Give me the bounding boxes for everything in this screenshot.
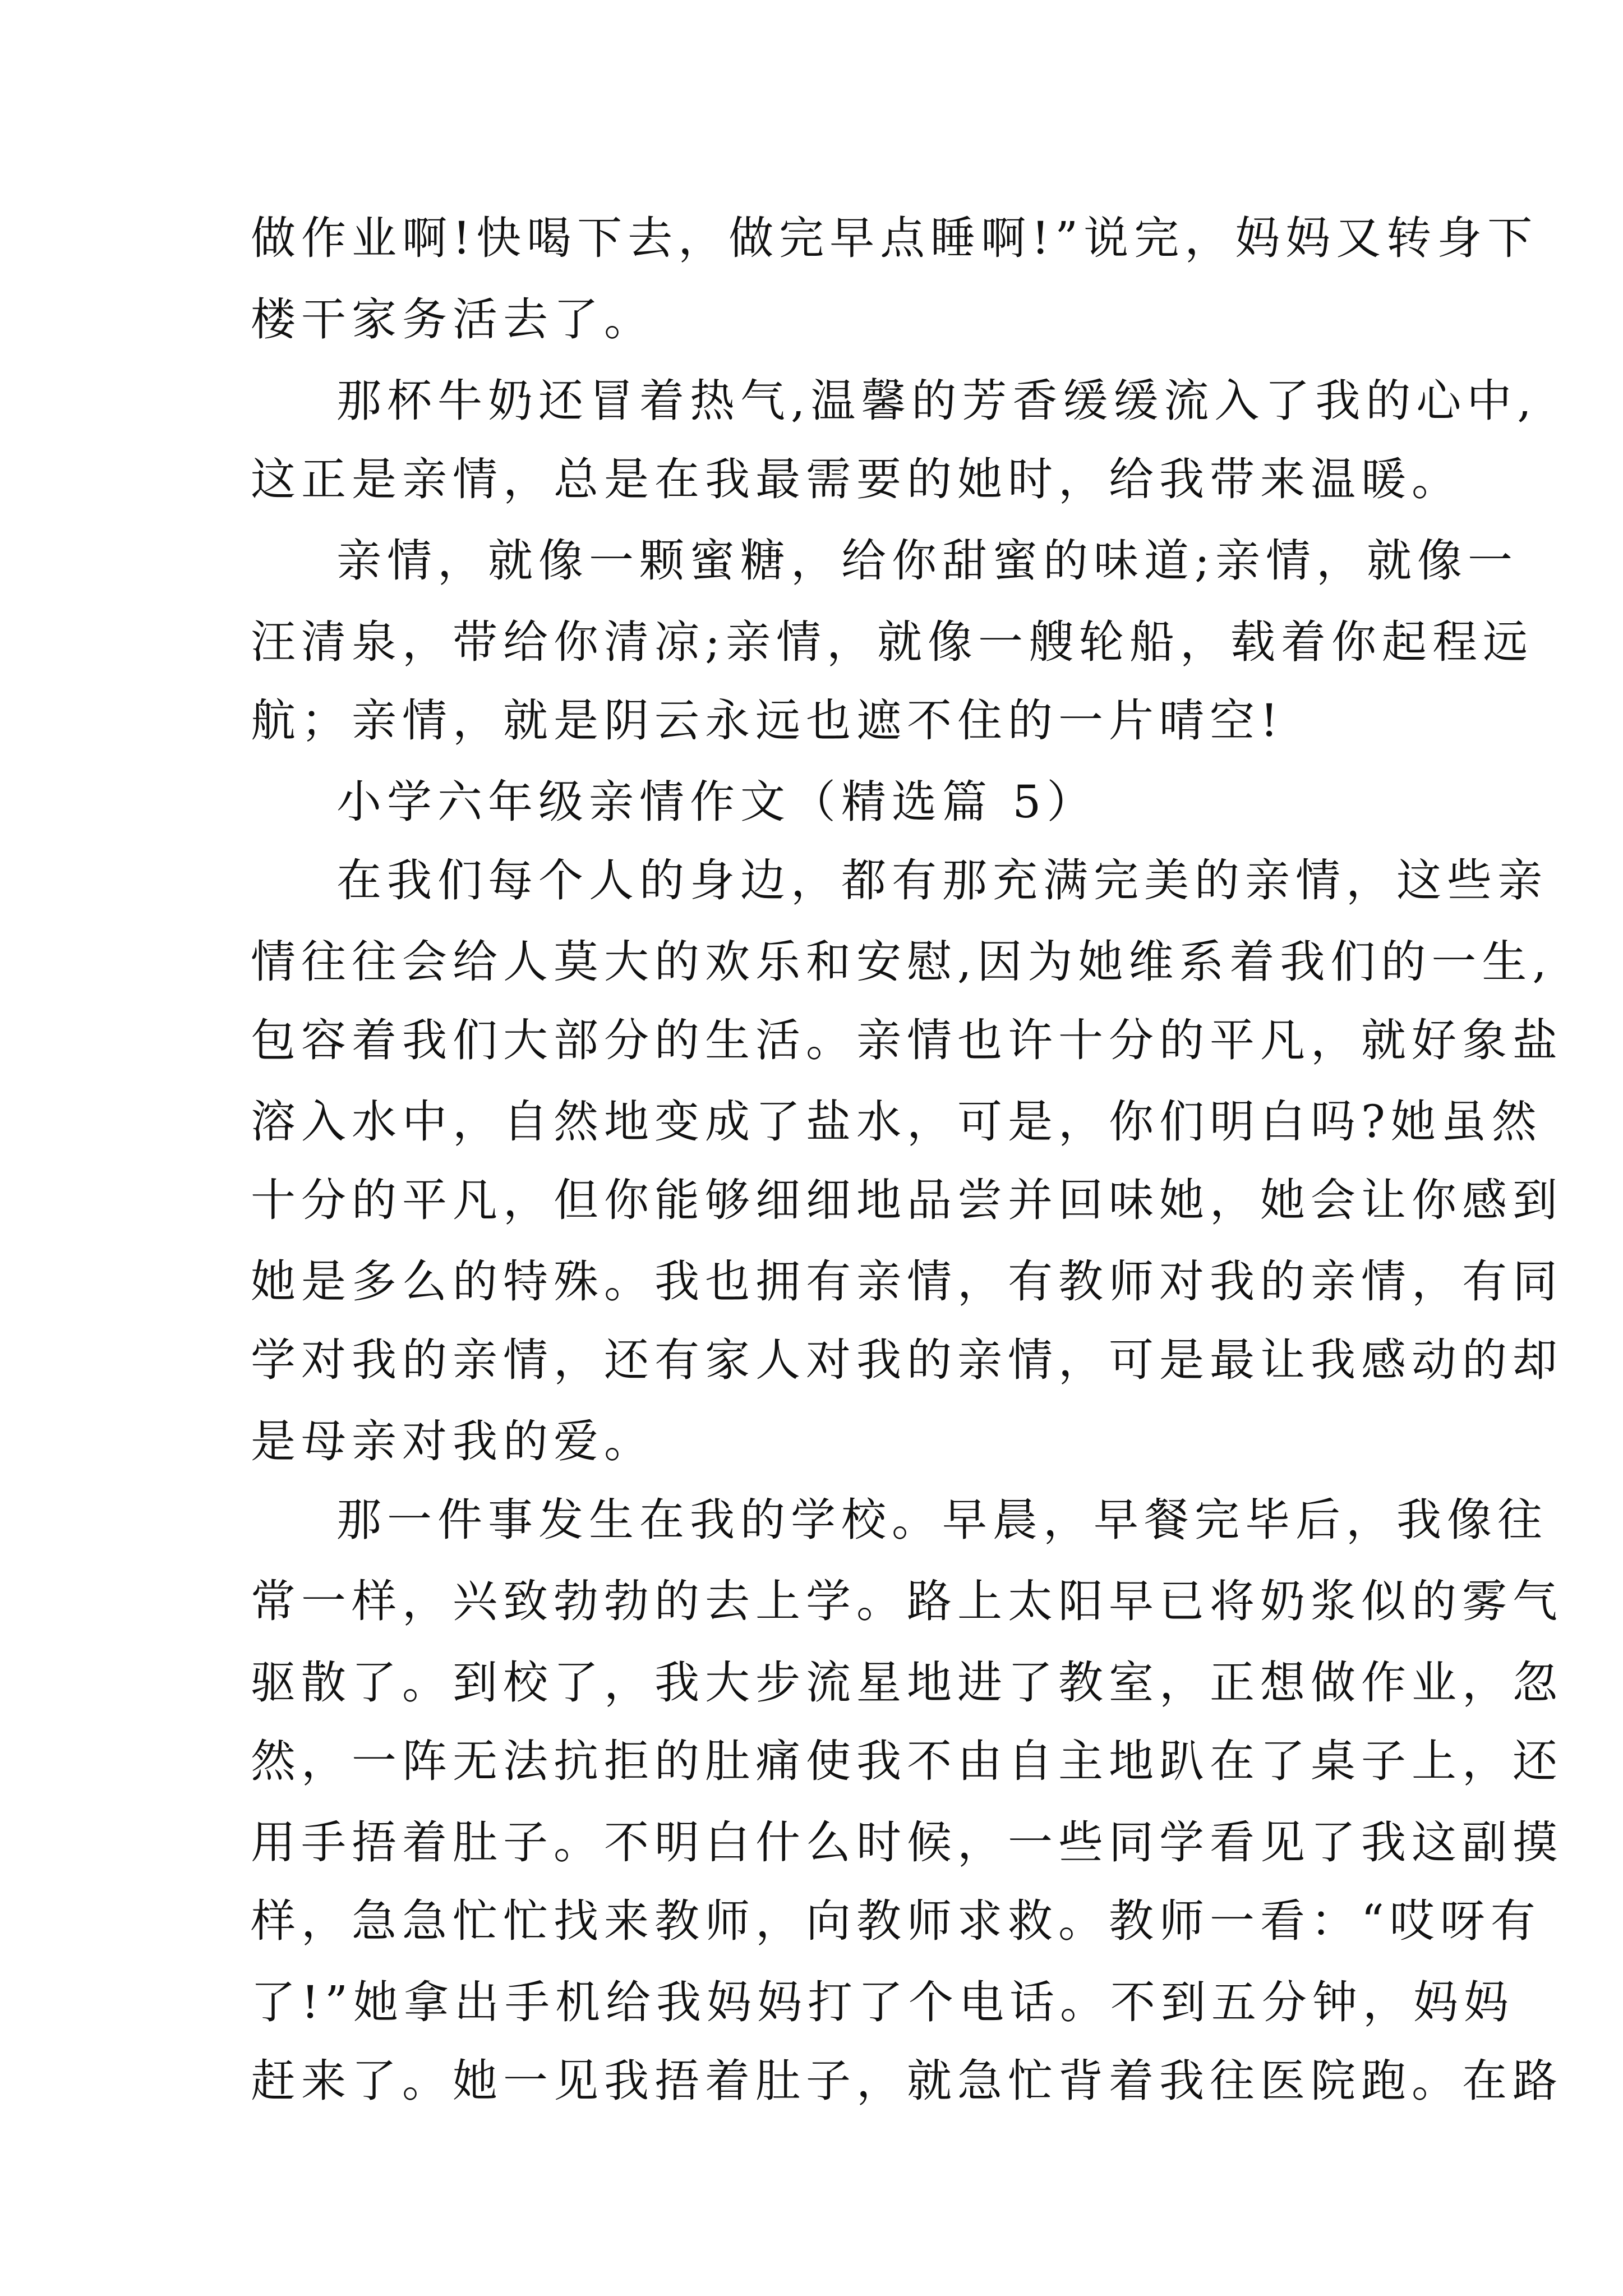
text-line: 在我们每个人的身边，都有那充满完美的亲情，这些亲 — [336, 854, 1548, 907]
text-line: 亲情，就像一颗蜜糖，给你甜蜜的味道;亲情，就像一 — [336, 535, 1518, 587]
text-line: 然，一阵无法抗拒的肚痛使我不由自主地趴在了桌子上，还 — [251, 1735, 1563, 1787]
text-line: 那杯牛奶还冒着热气,温馨的芳香缓缓流入了我的心中, — [336, 375, 1537, 427]
text-line: 航；亲情，就是阴云永远也遮不住的一片晴空! — [251, 694, 1284, 747]
text-line: 用手捂着肚子。不明白什么时候，一些同学看见了我这副摸 — [251, 1816, 1563, 1869]
text-line: 常一样，兴致勃勃的去上学。路上太阳早已将奶浆似的雾气 — [251, 1575, 1563, 1627]
text-line: 那一件事发生在我的学校。早晨，早餐完毕后，我像往 — [336, 1494, 1548, 1546]
text-line: 赶来了。她一见我捂着肚子，就急忙背着我往医院跑。在路 — [251, 2055, 1563, 2107]
text-line: 做作业啊!快喝下去，做完早点睡啊!”说完，妈妈又转身下 — [251, 212, 1538, 264]
text-line: 驱散了。到校了，我大步流星地进了教室，正想做作业，忽 — [251, 1657, 1563, 1709]
text-line: 样，急急忙忙找来教师，向教师求救。教师一看：“哎呀有 — [251, 1895, 1541, 1947]
text-line: 十分的平凡，但你能够细细地品尝并回味她，她会让你感到 — [251, 1174, 1563, 1226]
text-line: 楼干家务活去了。 — [251, 293, 654, 346]
text-line: 汪清泉，带给你清凉;亲情，就像一艘轮船，载着你起程远 — [251, 616, 1533, 668]
text-line: 包容着我们大部分的生活。亲情也许十分的平凡，就好象盐 — [251, 1014, 1563, 1066]
text-line: 是母亲对我的爱。 — [251, 1415, 654, 1467]
text-line: 溶入水中，自然地变成了盐水，可是，你们明白吗?她虽然 — [251, 1096, 1542, 1148]
text-line: 这正是亲情，总是在我最需要的她时，给我带来温暖。 — [251, 453, 1462, 505]
section-heading: 小学六年级亲情作文（精选篇 5） — [336, 776, 1098, 828]
text-line: 了!”她拿出手机给我妈妈打了个电话。不到五分钟，妈妈 — [251, 1976, 1515, 2028]
text-line: 学对我的亲情，还有家人对我的亲情，可是最让我感动的却 — [251, 1334, 1563, 1386]
text-line: 她是多么的特殊。我也拥有亲情，有教师对我的亲情，有同 — [251, 1255, 1563, 1308]
text-line: 情往往会给人莫大的欢乐和安慰,因为她维系着我们的一生, — [251, 936, 1552, 988]
